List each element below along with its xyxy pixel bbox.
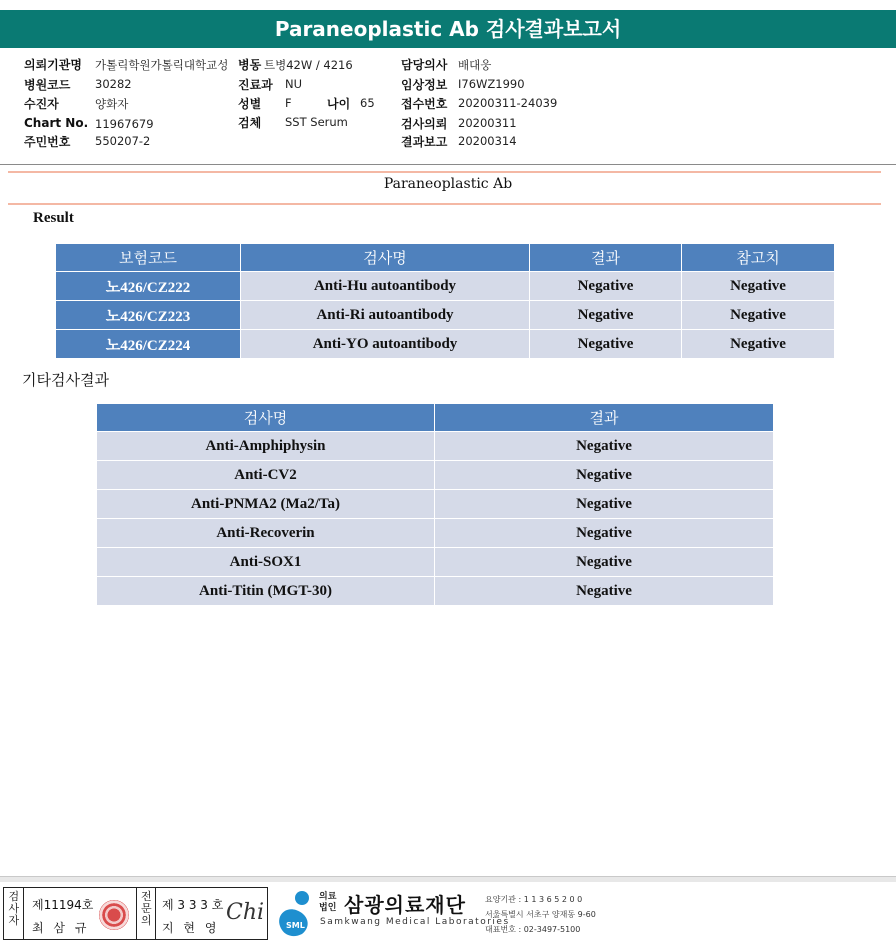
signature-box bbox=[3, 887, 268, 940]
table-row bbox=[56, 301, 835, 330]
section-title: Paraneoplastic Ab bbox=[383, 176, 513, 192]
seal-stamp-icon bbox=[99, 900, 129, 930]
ward-value: 트병42W / 4216 bbox=[264, 58, 353, 72]
insurance-code-cell: 노426/CZ222 bbox=[56, 272, 241, 301]
signature-image: Chi bbox=[226, 900, 265, 925]
department-value: NU bbox=[285, 77, 303, 91]
specialist-license: 제 3 3 3 호 bbox=[162, 898, 224, 912]
specialist-name: 지 현 영 bbox=[162, 921, 220, 935]
table-header-row bbox=[56, 244, 835, 272]
specimen-value: SST Serum bbox=[285, 115, 348, 129]
department-label: 진료과 bbox=[238, 78, 273, 92]
result-cell: Negative bbox=[530, 301, 682, 330]
test-name-cell: Anti-Amphiphysin bbox=[97, 432, 435, 461]
test-name-cell: Anti-Recoverin bbox=[97, 519, 435, 548]
org-type: 의료법인 bbox=[319, 892, 337, 913]
clinical-info-value: I76WZ1990 bbox=[458, 77, 525, 91]
result-cell: Negative bbox=[530, 330, 682, 359]
sml-logo-icon bbox=[272, 888, 317, 938]
org-phone: 대표번호 : 02-3497-5100 bbox=[485, 925, 581, 934]
institution-value: 가톨릭학원가톨릭대학교성 bbox=[95, 58, 229, 72]
hospital-code-label: 병원코드 bbox=[24, 78, 71, 92]
result-cell: Negative bbox=[530, 272, 682, 301]
patient-value: 양화자 bbox=[95, 97, 129, 111]
test-name-cell: Anti-Ri autoantibody bbox=[241, 301, 530, 330]
table-row bbox=[97, 519, 774, 548]
chart-no-label: Chart No. bbox=[24, 116, 89, 130]
test-name-cell: Anti-PNMA2 (Ma2/Ta) bbox=[97, 490, 435, 519]
age-label: 나이 bbox=[327, 97, 351, 111]
test-name-cell: Anti-YO autoantibody bbox=[241, 330, 530, 359]
reference-cell: Negative bbox=[682, 301, 835, 330]
ward-label: 병동 bbox=[238, 58, 262, 72]
clinical-info-label: 임상정보 bbox=[401, 78, 448, 92]
other-results-table bbox=[96, 403, 774, 606]
receipt-no-value: 20200311-24039 bbox=[458, 96, 558, 110]
test-name-cell: Anti-SOX1 bbox=[97, 548, 435, 577]
result-table bbox=[55, 243, 835, 359]
doctor-label: 담당의사 bbox=[401, 58, 448, 72]
table-header-row bbox=[97, 404, 774, 432]
table-row bbox=[56, 272, 835, 301]
chart-no-value: 11967679 bbox=[95, 117, 154, 131]
org-name-english: Samkwang Medical Laboratories bbox=[320, 917, 510, 927]
patient-label: 수진자 bbox=[24, 97, 59, 111]
logo-text: SML bbox=[286, 921, 305, 930]
org-address: 서울특별시 서초구 양재동 9-60 bbox=[485, 910, 596, 919]
result-report-value: 20200314 bbox=[458, 134, 517, 148]
sex-value: F bbox=[285, 96, 292, 110]
table-row bbox=[97, 490, 774, 519]
result-cell: Negative bbox=[435, 577, 774, 606]
test-name-cell: Anti-Hu autoantibody bbox=[241, 272, 530, 301]
sex-label: 성별 bbox=[238, 97, 262, 111]
result-cell: Negative bbox=[435, 548, 774, 577]
test-name-cell: Anti-CV2 bbox=[97, 461, 435, 490]
column-header: 검사명 bbox=[241, 244, 530, 272]
result-report-label: 결과보고 bbox=[401, 135, 448, 149]
test-request-label: 검사의뢰 bbox=[401, 117, 448, 131]
section-top-divider bbox=[8, 171, 881, 173]
table-row bbox=[97, 577, 774, 606]
column-header: 결과 bbox=[435, 404, 774, 432]
result-cell: Negative bbox=[435, 432, 774, 461]
table-row bbox=[97, 461, 774, 490]
column-header: 참고치 bbox=[682, 244, 835, 272]
institution-label: 의뢰기관명 bbox=[24, 58, 82, 72]
tester-label-text: 검사자 bbox=[8, 890, 20, 927]
report-title: Paraneoplastic Ab 검사결과보고서 bbox=[0, 10, 896, 48]
result-cell: Negative bbox=[435, 519, 774, 548]
age-value: 65 bbox=[360, 96, 375, 110]
result-cell: Negative bbox=[435, 490, 774, 519]
insurance-code-cell: 노426/CZ223 bbox=[56, 301, 241, 330]
tester-label bbox=[4, 888, 24, 939]
hospital-code-value: 30282 bbox=[95, 77, 132, 91]
info-divider bbox=[0, 164, 896, 165]
org-name: 삼광의료재단 bbox=[344, 893, 466, 917]
test-request-value: 20200311 bbox=[458, 116, 517, 130]
tester-license: 제11194호 bbox=[32, 898, 94, 912]
footer-divider bbox=[0, 876, 896, 882]
test-name-cell: Anti-Titin (MGT-30) bbox=[97, 577, 435, 606]
insurance-code-cell: 노426/CZ224 bbox=[56, 330, 241, 359]
tester-name: 최 삼 규 bbox=[32, 921, 90, 935]
resident-no-label: 주민번호 bbox=[24, 135, 71, 149]
doctor-value: 배대웅 bbox=[458, 58, 492, 72]
table-row bbox=[97, 548, 774, 577]
org-contact bbox=[485, 892, 596, 937]
column-header: 검사명 bbox=[97, 404, 435, 432]
column-header: 결과 bbox=[530, 244, 682, 272]
section-bottom-divider bbox=[8, 203, 881, 205]
resident-no-value: 550207-2 bbox=[95, 134, 151, 148]
column-header: 보험코드 bbox=[56, 244, 241, 272]
specimen-label: 검체 bbox=[238, 116, 262, 130]
specialist-label bbox=[136, 888, 156, 939]
result-cell: Negative bbox=[435, 461, 774, 490]
reference-cell: Negative bbox=[682, 272, 835, 301]
other-tests-heading: 기타검사결과 bbox=[22, 371, 109, 389]
receipt-no-label: 접수번호 bbox=[401, 97, 448, 111]
org-code: 요양기관 : 1 1 3 6 5 2 0 0 bbox=[485, 895, 583, 904]
specialist-label-text: 전문의 bbox=[141, 890, 152, 927]
reference-cell: Negative bbox=[682, 330, 835, 359]
patient-info-block bbox=[24, 56, 884, 156]
table-row bbox=[97, 432, 774, 461]
result-heading: Result bbox=[33, 210, 74, 226]
table-row bbox=[56, 330, 835, 359]
